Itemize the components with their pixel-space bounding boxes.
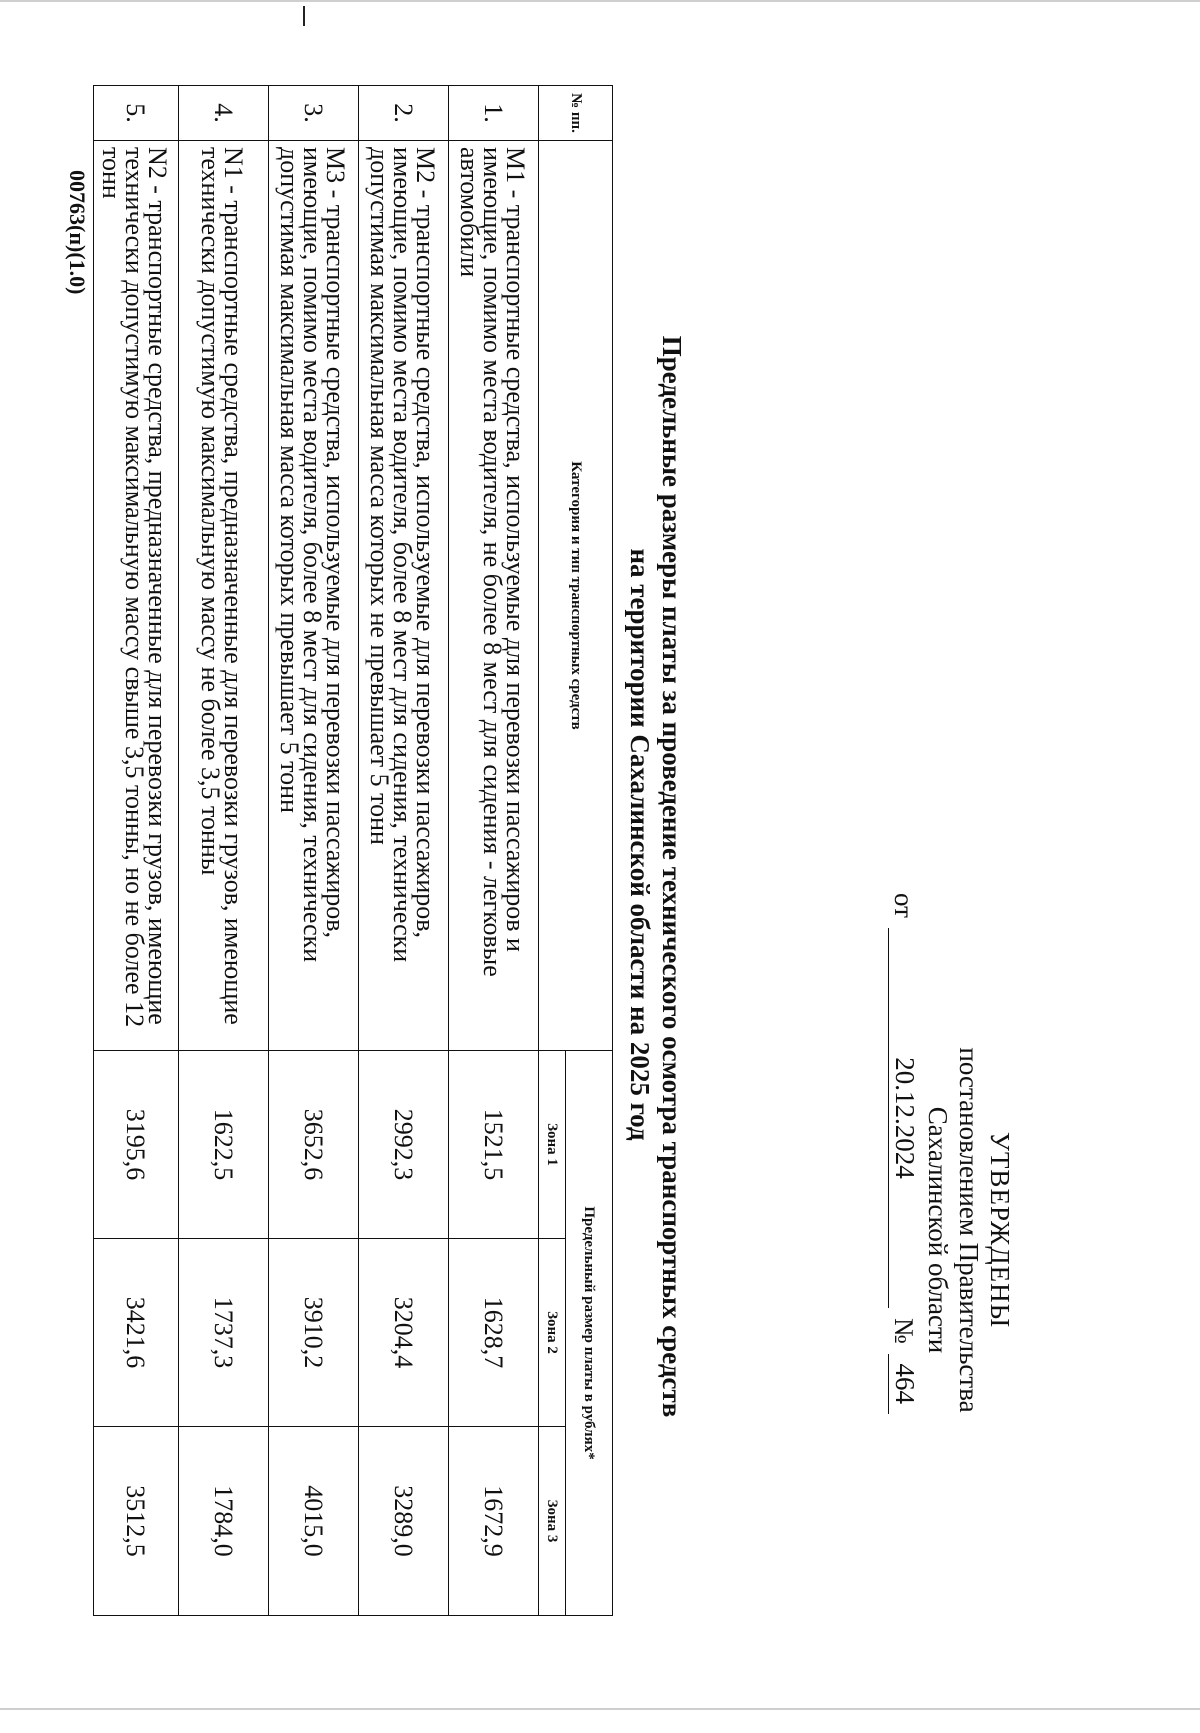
row-num: 4. bbox=[179, 86, 269, 141]
table-row bbox=[359, 86, 449, 1616]
document-title-line-1: Предельные размеры платы за проведение технического осмотра транспортных средств bbox=[657, 335, 687, 1418]
row-zone-1: 1622,5 bbox=[179, 1051, 269, 1239]
approval-number-label: № bbox=[889, 1317, 919, 1344]
row-zone-3: 3512,5 bbox=[94, 1427, 179, 1616]
row-num: 5. bbox=[94, 86, 179, 141]
approval-title: УТВЕРЖДЕНЫ bbox=[985, 1131, 1015, 1329]
header-zone-2: Зона 2 bbox=[539, 1239, 566, 1427]
row-zone-3: 4015,0 bbox=[269, 1427, 359, 1616]
tariff-table bbox=[93, 85, 613, 1616]
row-zone-3: 1672,9 bbox=[449, 1427, 539, 1616]
row-zone-2: 3421,6 bbox=[94, 1239, 179, 1427]
table-row bbox=[179, 86, 269, 1616]
approval-date: 20.12.2024 bbox=[888, 928, 920, 1308]
document-title-line-2: на территории Сахалинской области на 2025 год bbox=[625, 548, 655, 1141]
approval-block bbox=[888, 885, 1015, 1575]
table-row bbox=[94, 86, 179, 1616]
row-zone-2: 1737,3 bbox=[179, 1239, 269, 1427]
row-category: M3 - транспортные средства, используемые для перевозки пассажиров, имеющие, помимо места водителя, более 8 мест для сидения, технически допустимая максимальная масса которых превышает 5 тонн bbox=[269, 141, 359, 1051]
row-zone-2: 3204,4 bbox=[359, 1239, 449, 1427]
row-category: N2 - транспортные средства, предназначенные для перевозки грузов, имеющие технически допустимую максимальную массу свыше 3,5 тонны, но не более 12 тонн bbox=[94, 141, 179, 1051]
approval-from-label: от bbox=[889, 893, 919, 918]
table-row bbox=[449, 86, 539, 1616]
row-zone-1: 1521,5 bbox=[449, 1051, 539, 1239]
header-zone-3: Зона 3 bbox=[539, 1427, 566, 1616]
row-num: 1. bbox=[449, 86, 539, 141]
row-zone-2: 3910,2 bbox=[269, 1239, 359, 1427]
row-category: N1 - транспортные средства, предназначенные для перевозки грузов, имеющие технически допустимую максимальную массу не более 3,5 тонны bbox=[179, 141, 269, 1051]
approval-line-2: Сахалинской области bbox=[923, 1106, 953, 1354]
row-zone-1: 3195,6 bbox=[94, 1051, 179, 1239]
header-num: № пп. bbox=[539, 86, 613, 141]
header-zone-1: Зона 1 bbox=[539, 1051, 566, 1239]
row-zone-3: 3289,0 bbox=[359, 1427, 449, 1616]
table-row bbox=[269, 86, 359, 1616]
row-zone-1: 2992,3 bbox=[359, 1051, 449, 1239]
row-category: M2 - транспортные средства, используемые для перевозки пассажиров, имеющие, помимо места водителя, более 8 мест для сидения, технически допустимая максимальная масса которых не превышает 5 тонн bbox=[359, 141, 449, 1051]
row-num: 2. bbox=[359, 86, 449, 141]
header-category: Категория и тип транспортных средств bbox=[539, 141, 613, 1051]
row-zone-3: 1784,0 bbox=[179, 1427, 269, 1616]
row-category: M1 - транспортные средства, используемые для перевозки пассажиров и имеющие, помимо места водителя, не более 8 мест для сидения - легковые автомобили bbox=[449, 141, 539, 1051]
row-num: 3. bbox=[269, 86, 359, 141]
approval-date-row bbox=[888, 885, 920, 1575]
approval-number: 464 bbox=[888, 1354, 920, 1414]
row-zone-2: 1628,7 bbox=[449, 1239, 539, 1427]
row-zone-1: 3652,6 bbox=[269, 1051, 359, 1239]
approval-line-1: постановлением Правительства bbox=[954, 1047, 984, 1413]
document-code: 00763(п)(1.0) bbox=[65, 170, 90, 295]
header-fee-group: Предельный размер платы в рублях* bbox=[566, 1051, 613, 1616]
